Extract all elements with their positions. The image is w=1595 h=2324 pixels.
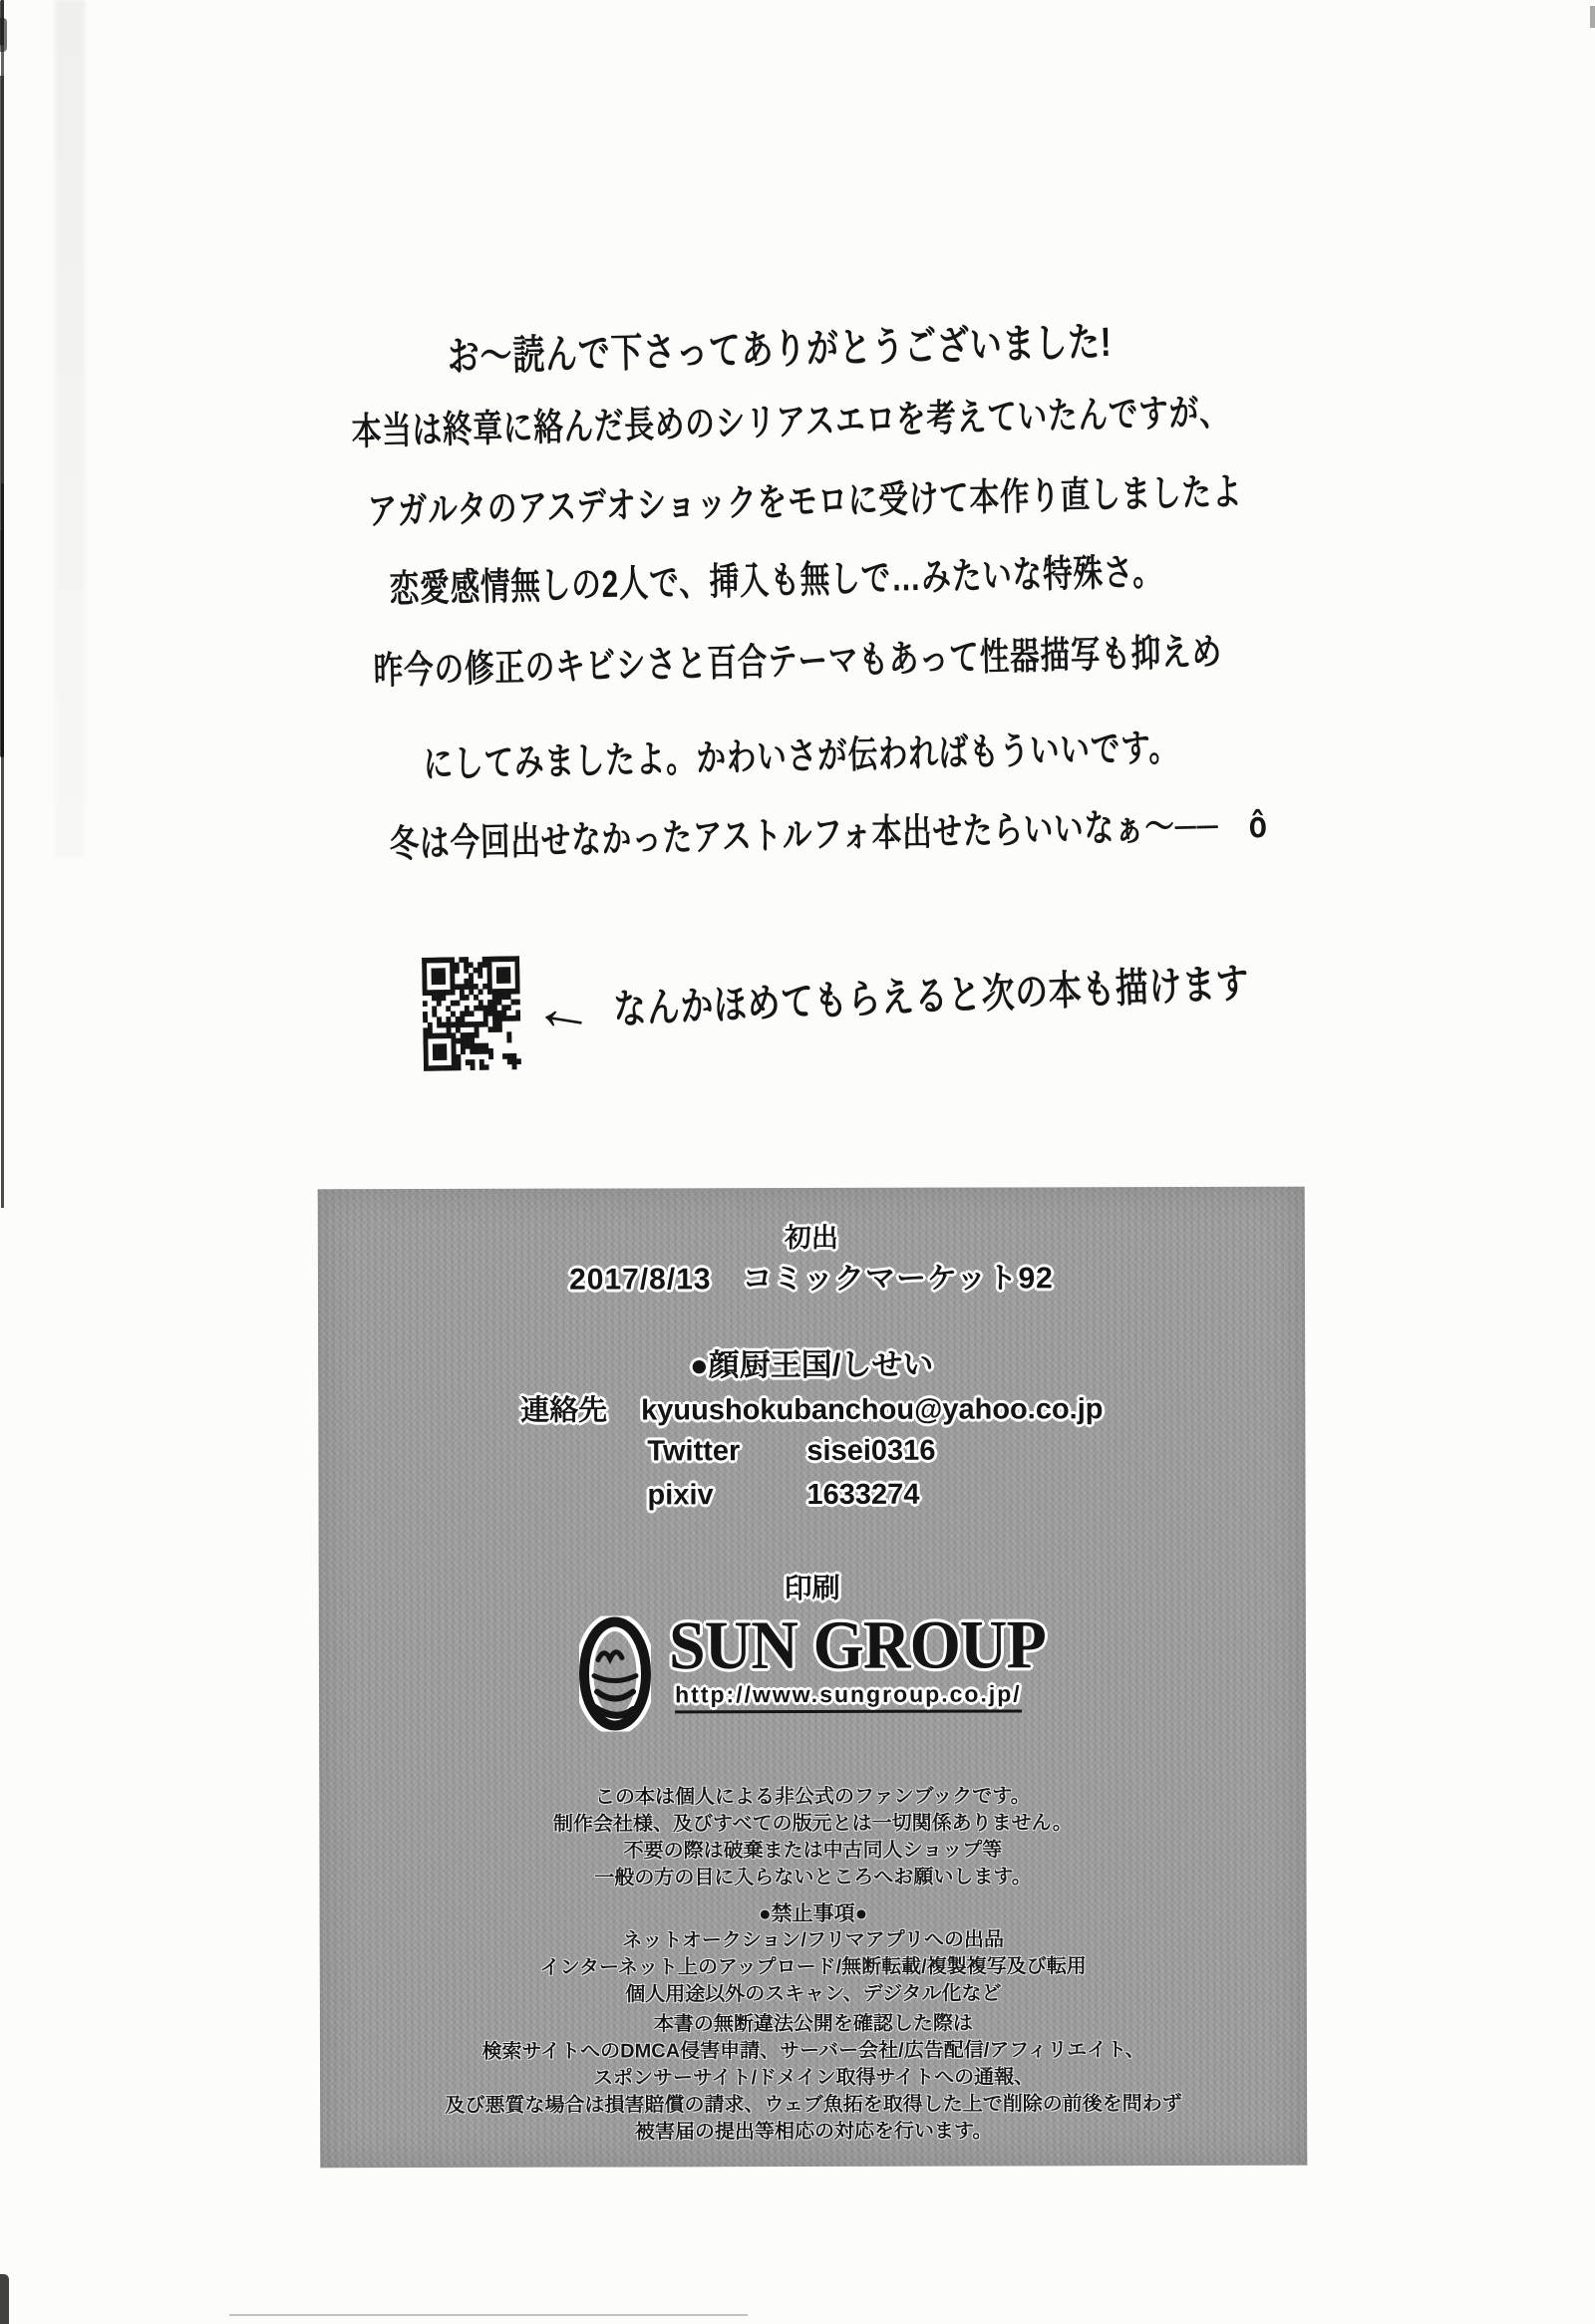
printer-url: http://www.sungroup.co.jp/ [675,1680,1022,1713]
legal-line: スポンサーサイト/ドメイン取得サイトへの通報、 [592,2066,1035,2090]
scan-bottom-line [229,2314,748,2316]
scan-corner-mark [1590,6,1595,28]
scan-edge-artifact [0,0,4,757]
qr-note: なんかほめてもらえると次の本も描けます [612,960,1251,1032]
legal-block [320,2010,1307,2148]
disclaimer-block [319,1783,1306,1893]
disclaimer-line: 制作会社様、及びすべての版元とは一切関係ありません。 [552,1812,1073,1836]
pixiv-label: pixiv [647,1479,714,1512]
qr-code-icon [422,956,521,1071]
afterword-line: 本当は終章に絡んだ長めのシリアスエロを考えていたんですが、 [351,392,1230,453]
afterword-line: アガルタのアスデオショックをモロに受けて本作り直しましたよ [367,471,1243,533]
pixiv-row [318,1478,1305,1514]
disclaimer-line: この本は個人による非公式のファンブックです。 [594,1785,1031,1809]
afterword-line: にしてみましたよ。かわいさが伝わればもういいです。 [423,726,1180,786]
prohibited-line: インターネット上のアップロード/無断転載/複製複写及び転用 [539,1955,1087,1979]
sun-group-logo-icon [579,1615,651,1731]
disclaimer-line: 不要の際は破棄または中古同人ショップ等 [623,1839,1003,1863]
left-arrow-icon: ← [528,971,602,1049]
prohibited-title: ●禁止事項● [758,1901,868,1926]
twitter-value: sisei0316 [806,1434,936,1468]
afterword-line: 昨今の修正のキビシさと百合テーマもあって性器描写も抑えめ [373,631,1223,693]
legal-line: 本書の無断違法公開を確認した際は [653,2012,973,2036]
disclaimer-line: 一般の方の目に入らないところへお願いします。 [594,1866,1032,1889]
legal-line: 被害届の提出等相応の対応を行います。 [634,2120,993,2144]
contact-label: 連絡先 [520,1394,608,1427]
colophon-box [318,1187,1308,2169]
scan-corner-mark [0,2274,9,2324]
afterword-line: お〜読んで下さってありがとうございました! [447,318,1113,380]
prohibited-line: 個人用途以外のスキャン、デジタル化など [625,1982,1002,2006]
twitter-row [318,1434,1305,1470]
printer-name: SUN GROUP [668,1606,1046,1684]
printer-logo-row [319,1606,1306,1733]
scan-smudge [55,0,85,857]
prohibited-line: ネットオークション/フリマアプリへの出品 [622,1928,1005,1952]
circle-name: ●顔厨王国/しせい [689,1346,934,1383]
prohibited-block [320,1926,1307,2010]
afterword-line: 恋愛感情無しの2人で、挿入も無しで…みたいな特殊さ。 [389,551,1163,611]
legal-line: 検索サイトへのDMCA侵害申請、サーバー会社/広告配信/アフィリエイト、 [481,2039,1145,2063]
contact-email: kyuushokubanchou@yahoo.co.jp [641,1393,1104,1427]
scan-edge-artifact [1,0,4,1208]
first-publication-label: 初出 [784,1222,838,1254]
twitter-label: Twitter [647,1435,741,1468]
printing-label: 印刷 [784,1572,840,1604]
contact-row [318,1386,1305,1430]
pixiv-value: 1633274 [806,1478,920,1512]
afterword-line: 冬は今回出せなかったアストルフォ本出せたらいいなぁ～── ô [389,804,1269,866]
first-publication-value: 2017/8/13 コミックマーケット92 [569,1262,1054,1297]
scan-corner-mark [0,18,7,52]
legal-line: 及び悪質な場合は損害賠償の請求、ウェブ魚拓を取得した上で削除の前後を問わず [445,2093,1182,2117]
